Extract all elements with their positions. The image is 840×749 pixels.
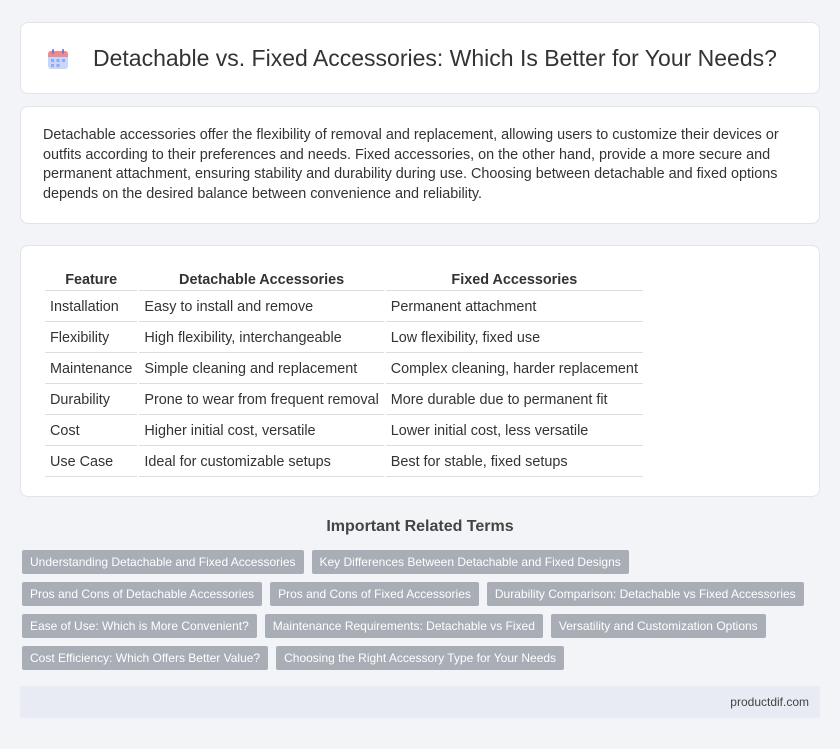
related-term-tag[interactable]: Choosing the Right Accessory Type for Your Needs [276,646,564,670]
table-cell: Higher initial cost, versatile [139,417,383,446]
table-cell: More durable due to permanent fit [386,386,643,415]
table-cell: Best for stable, fixed setups [386,448,643,477]
table-row [45,417,643,446]
table-cell: Low flexibility, fixed use [386,324,643,353]
table-row [45,355,643,384]
table-cell: Maintenance [45,355,137,384]
table-cell: Durability [45,386,137,415]
intro-paragraph: Detachable accessories offer the flexibility of removal and replacement, allowing users to customize their devices or outfits according to their preferences and needs. Fixed accessories, on the other hand, provide a more secure and permanent attachment, ensuring stability and durability during use. Choosing between detachable and fixed options depends on the desired balance between convenience and reliability. [43,127,779,202]
comparison-table [43,265,645,479]
table-cell: Installation [45,293,137,322]
table-header-row [45,267,643,291]
related-term-tag[interactable]: Understanding Detachable and Fixed Accessories [22,550,304,574]
table-cell: Prone to wear from frequent removal [139,386,383,415]
related-term-tag[interactable]: Pros and Cons of Detachable Accessories [22,582,262,606]
related-term-tag[interactable]: Ease of Use: Which is More Convenient? [22,614,257,638]
table-cell: Use Case [45,448,137,477]
related-term-tag[interactable]: Maintenance Requirements: Detachable vs Fixed [265,614,543,638]
intro-card [20,106,820,224]
table-cell: Permanent attachment [386,293,643,322]
table-cell: Cost [45,417,137,446]
table-cell: Ideal for customizable setups [139,448,383,477]
related-term-tag[interactable]: Cost Efficiency: Which Offers Better Value? [22,646,268,670]
header-feature: Feature [45,267,137,291]
table-cell: Complex cleaning, harder replacement [386,355,643,384]
comparison-table-card [20,245,820,497]
related-terms-list [22,550,822,670]
table-cell: High flexibility, interchangeable [139,324,383,353]
footer [20,686,820,718]
related-term-tag[interactable]: Key Differences Between Detachable and Fixed Designs [312,550,629,574]
footer-site-name: productdif.com [730,695,809,709]
related-term-tag[interactable]: Versatility and Customization Options [551,614,766,638]
table-cell: Lower initial cost, less versatile [386,417,643,446]
table-row [45,386,643,415]
related-term-tag[interactable]: Durability Comparison: Detachable vs Fixed Accessories [487,582,804,606]
header-detachable: Detachable Accessories [139,267,383,291]
table-row [45,448,643,477]
table-row [45,324,643,353]
header-card [20,22,820,94]
page-title: Detachable vs. Fixed Accessories: Which Is Better for Your Needs? [93,45,777,71]
table-cell: Easy to install and remove [139,293,383,322]
table-cell: Flexibility [45,324,137,353]
table-cell: Simple cleaning and replacement [139,355,383,384]
related-terms-title: Important Related Terms [326,518,514,535]
related-term-tag[interactable]: Pros and Cons of Fixed Accessories [270,582,479,606]
table-row [45,293,643,322]
calendar-icon [46,47,70,71]
header-fixed: Fixed Accessories [386,267,643,291]
